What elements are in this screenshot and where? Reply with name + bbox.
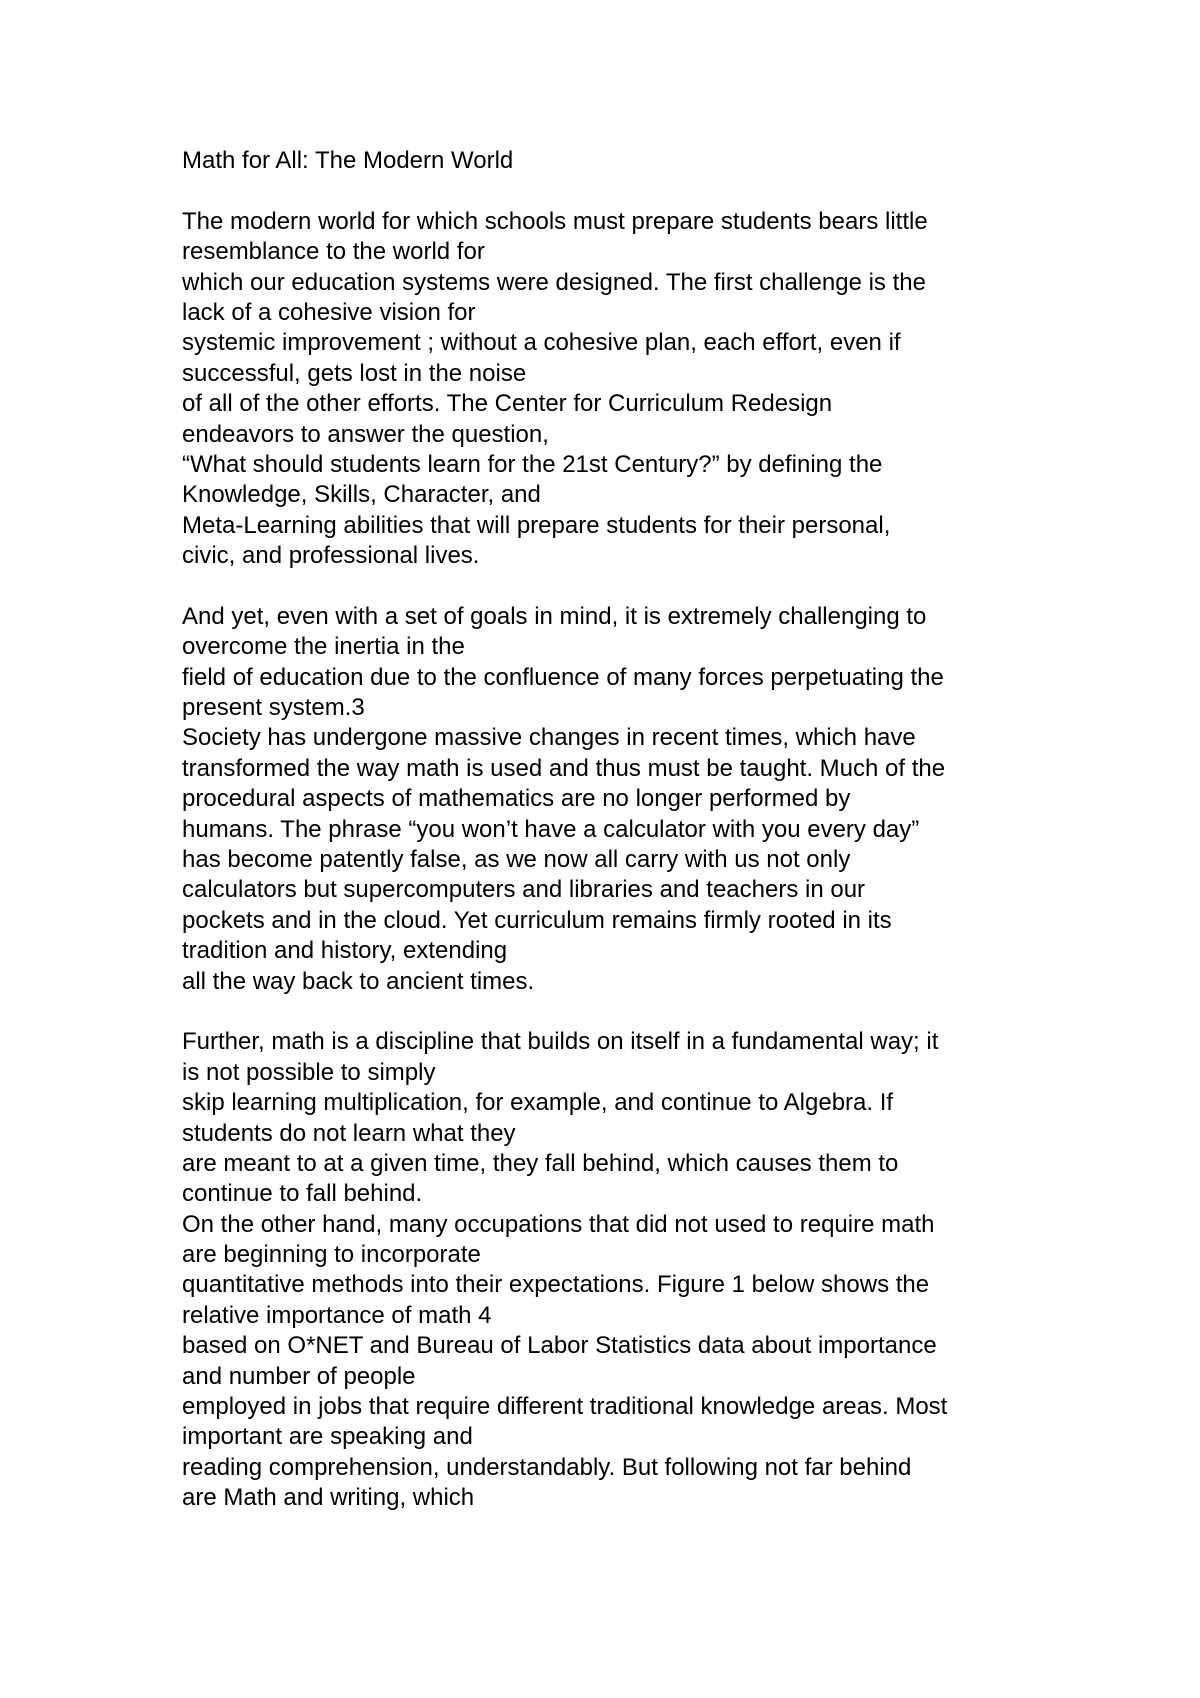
text-line: The modern world for which schools must prepare students bears little bbox=[182, 207, 928, 235]
text-line: civic, and professional lives. bbox=[182, 542, 480, 570]
text-line: overcome the inertia in the bbox=[182, 633, 465, 661]
text-line: transformed the way math is used and thus must be taught. Much of the bbox=[182, 754, 946, 782]
text-line: “What should students learn for the 21st Century?” by defining the bbox=[182, 450, 883, 478]
text-line: calculators but supercomputers and libraries and teachers in our bbox=[182, 876, 866, 904]
text-line: important are speaking and bbox=[182, 1423, 473, 1451]
text-line: field of education due to the confluence of many forces perpetuating the bbox=[182, 663, 944, 691]
text-line: are beginning to incorporate bbox=[182, 1241, 481, 1269]
text-line: are meant to at a given time, they fall behind, which causes them to bbox=[182, 1149, 899, 1177]
text-line: has become patently false, as we now all carry with us not only bbox=[182, 845, 851, 873]
blank-line bbox=[182, 176, 1042, 206]
text-line: are Math and writing, which bbox=[182, 1484, 475, 1512]
text-line: relative importance of math 4 bbox=[182, 1301, 492, 1329]
paragraph-3 bbox=[182, 1027, 1042, 1513]
text-line: continue to fall behind. bbox=[182, 1180, 423, 1208]
text-line: reading comprehension, understandably. But following not far behind bbox=[182, 1453, 912, 1481]
blank-line bbox=[182, 997, 1042, 1027]
text-line: is not possible to simply bbox=[182, 1058, 436, 1086]
document-body bbox=[182, 146, 1042, 1514]
text-line: based on O*NET and Bureau of Labor Statistics data about importance bbox=[182, 1332, 937, 1360]
text-line: tradition and history, extending bbox=[182, 937, 508, 965]
text-line: quantitative methods into their expectations. Figure 1 below shows the bbox=[182, 1271, 930, 1299]
text-line: humans. The phrase “you won’t have a calculator with you every day” bbox=[182, 815, 920, 843]
text-line: pockets and in the cloud. Yet curriculum remains firmly rooted in its bbox=[182, 906, 892, 934]
text-line: systemic improvement ; without a cohesive plan, each effort, even if bbox=[182, 329, 901, 357]
paragraph-2 bbox=[182, 602, 1042, 997]
text-line: which our education systems were designed. The first challenge is the bbox=[182, 268, 926, 296]
text-line: all the way back to ancient times. bbox=[182, 967, 535, 995]
text-line: resemblance to the world for bbox=[182, 238, 485, 266]
text-line: Knowledge, Skills, Character, and bbox=[182, 481, 541, 509]
text-line: procedural aspects of mathematics are no longer performed by bbox=[182, 785, 851, 813]
text-line: skip learning multiplication, for example, and continue to Algebra. If bbox=[182, 1089, 894, 1117]
text-line: Society has undergone massive changes in recent times, which have bbox=[182, 724, 916, 752]
paragraph-1 bbox=[182, 207, 1042, 572]
text-line: and number of people bbox=[182, 1362, 416, 1390]
text-line: And yet, even with a set of goals in mind, it is extremely challenging to bbox=[182, 602, 927, 630]
text-line: successful, gets lost in the noise bbox=[182, 359, 527, 387]
text-line: of all of the other efforts. The Center for Curriculum Redesign bbox=[182, 390, 833, 418]
text-line: Meta-Learning abilities that will prepare students for their personal, bbox=[182, 511, 891, 539]
text-line: employed in jobs that require different traditional knowledge areas. Most bbox=[182, 1393, 948, 1421]
text-line: Further, math is a discipline that builds on itself in a fundamental way; it bbox=[182, 1028, 939, 1056]
text-line: students do not learn what they bbox=[182, 1119, 516, 1147]
text-line: endeavors to answer the question, bbox=[182, 420, 549, 448]
text-line: present system.3 bbox=[182, 694, 365, 722]
text-line: On the other hand, many occupations that did not used to require math bbox=[182, 1210, 935, 1238]
document-title: Math for All: The Modern World bbox=[182, 147, 514, 174]
blank-line bbox=[182, 571, 1042, 601]
text-line: lack of a cohesive vision for bbox=[182, 298, 476, 326]
